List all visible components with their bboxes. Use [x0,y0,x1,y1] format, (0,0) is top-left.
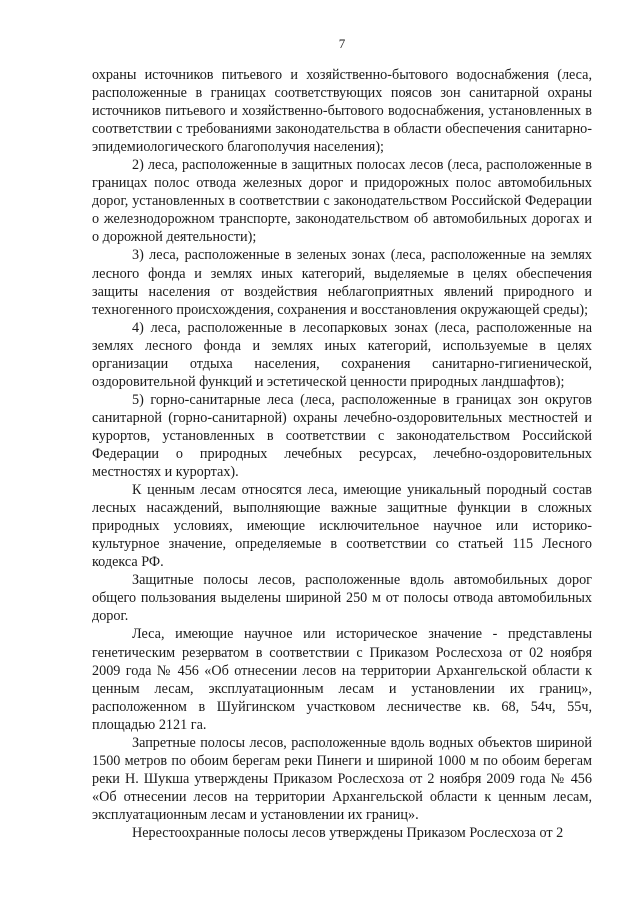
paragraph-forbidden-strips: Запретные полосы лесов, расположенные вдоль водных объектов шириной 1500 метров по обоим берегам реки Пинеги и шириной 1000 м по обоим берегам реки Н. Шукша утверждены Приказом Рослесхоза от 2 ноября 2009 года № 456 «Об отнесении лесов на территории Архангельской области к ценным лесам, эксплуатационным лесам и установлении их границ». [92,734,592,823]
page-number: 7 [338,36,346,51]
paragraph-spawning-protection: Нерестоохранные полосы лесов утверждены Приказом Рослесхоза от 2 [132,824,564,841]
paragraph-continuation: охраны источников питьевого и хозяйственно-бытового водоснабжения (леса, расположенные в границах соответствующих поясов зон санитарной охраны источников питьевого и хозяйственно-бытового водоснабжения, установленных в соответствии с требованиями законодательства в области обеспечения санитарно-эпидемиологического благополучия населения); [92,67,592,156]
paragraph-item-2-protective-strips: 2) леса, расположенные в защитных полосах лесов (леса, расположенные в границах полос отвода железных дорог и придорожных полос автомобильных дорог, установленных в соответствии с законодательством Российской Федерации о железнодорожном транспорте, законодательством об автомобильных дорогах и о дорожной деятельности); [92,157,592,246]
paragraph-valuable-forests: К ценным лесам относятся леса, имеющие уникальный породный состав лесных насаждений, выполняющие важные защитные функции в сложных природных условиях, имеющие исключительное научное или историко-культурное значение, определяемые в соответствии со статьей 115 Лесного кодекса РФ. [92,482,592,571]
paragraph-genetic-reserve: Леса, имеющие научное или историческое значение - представлены генетическим резерватом в соответствии с Приказом Рослесхоза от 02 ноября 2009 года № 456 «Об отнесении лесов на территории Архангельской области к ценным лесам, эксплуатационным лесам и установлении их границ», расположенном в Шуйгинском участковом лесничестве кв. 68, 54ч, 55ч, площадью 2121 га. [92,626,592,733]
paragraph-road-protective-strips: Защитные полосы лесов, расположенные вдоль автомобильных дорог общего пользования выделены шириной 250 м от полосы отвода автомобильных дорог. [92,572,592,625]
document-body [92,66,592,842]
paragraph-item-4-forest-park-zones: 4) леса, расположенные в лесопарковых зонах (леса, расположенные на землях лесного фонда и землях иных категорий, используемые в целях организации отдыха населения, сохранения санитарно-гигиенической, оздоровительной функций и эстетической ценности природных ландшафтов); [92,319,592,390]
paragraph-item-3-green-zones: 3) леса, расположенные в зеленых зонах (леса, расположенные на землях лесного фонда и землях иных категорий, выделяемые в целях обеспечения защиты населения от воздействия неблагоприятных явлений природного и техногенного происхождения, сохранения и восстановления окружающей среды); [92,247,592,318]
paragraph-item-5-mountain-sanitary: 5) горно-санитарные леса (леса, расположенные в границах зон округов санитарной (горно-санитарной) охраны лечебно-оздоровительных местностей и курортов, установленных в соответствии с законодательством Российской Федерации о природных лечебных ресурсах, лечебно-оздоровительных местностях и курортах). [92,391,592,481]
